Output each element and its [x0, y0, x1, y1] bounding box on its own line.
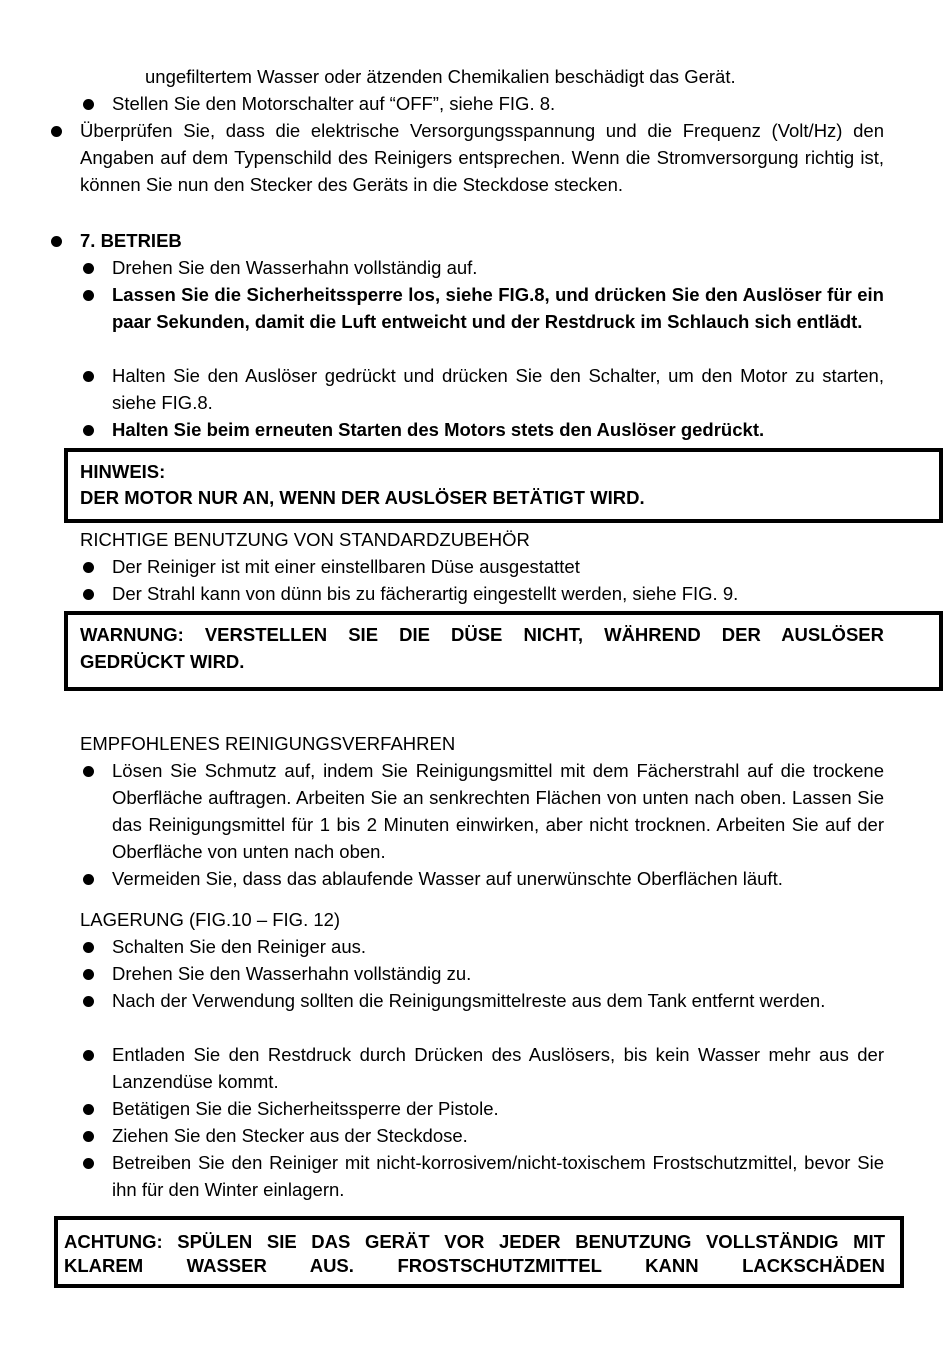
list-item: Betätigen Sie die Sicherheitssperre der Pistole.	[112, 1098, 499, 1119]
list-item: Halten Sie beim erneuten Starten des Motors stets den Auslöser gedrückt.	[112, 419, 765, 440]
achtung-line-2: KLAREM WASSER AUS. FROSTSCHUTZMITTEL KANN LACKSCHÄDEN	[64, 1255, 885, 1276]
list-item: Nach der Verwendung sollten die Reinigungsmittelreste aus dem Tank entfernt werden.	[112, 990, 826, 1011]
list-item: Der Strahl kann von dünn bis zu fächerartig eingestellt werden, siehe FIG. 9.	[112, 583, 739, 604]
bullet-icon	[51, 236, 62, 247]
bullet-icon	[83, 1104, 94, 1115]
achtung-line-1: ACHTUNG: SPÜLEN SIE DAS GERÄT VOR JEDER BENUTZUNG VOLLSTÄNDIG MIT	[64, 1231, 885, 1252]
list-item: Der Reiniger ist mit einer einstellbaren Düse ausgestattet	[112, 556, 580, 577]
bullet-icon	[83, 371, 94, 382]
voltage-check-paragraph: Überprüfen Sie, dass die elektrische Versorgungsspannung und die Frequenz (Volt/Hz) den Angaben auf dem Typenschild des Reinigers entsprechen. Wenn die Stromversorgung richtig ist, können Sie nun den Stecker des Geräts in die Steckdose stecken.	[80, 120, 884, 195]
bullet-icon	[83, 1131, 94, 1142]
bullet-icon	[83, 290, 94, 301]
bullet-icon	[83, 874, 94, 885]
bullet-icon	[83, 263, 94, 274]
list-item: Drehen Sie den Wasserhahn vollständig auf.	[112, 257, 478, 278]
list-item: Betreiben Sie den Reiniger mit nicht-korrosivem/nicht-toxischem Frostschutzmittel, bevor Sie ihn für den Winter einlagern.	[112, 1152, 884, 1200]
section-heading-betrieb: 7. BETRIEB	[80, 230, 182, 251]
section-heading-zubehoer: RICHTIGE BENUTZUNG VON STANDARDZUBEHÖR	[80, 529, 530, 550]
bullet-icon	[83, 1050, 94, 1061]
list-item: Lassen Sie die Sicherheitssperre los, siehe FIG.8, und drücken Sie den Auslöser für ein paar Sekunden, damit die Luft entweicht und der Restdruck im Schlauch sich entlädt.	[112, 284, 884, 332]
list-item: Vermeiden Sie, dass das ablaufende Wasser auf unerwünschte Oberflächen läuft.	[112, 868, 783, 889]
continuation-line: ungefiltertem Wasser oder ätzenden Chemikalien beschädigt das Gerät.	[145, 66, 736, 87]
bullet-icon	[83, 996, 94, 1007]
list-item: Lösen Sie Schmutz auf, indem Sie Reinigungsmittel mit dem Fächerstrahl auf die trockene Oberfläche auftragen. Arbeiten Sie an senkrechten Flächen von unten nach oben. Lassen Sie das Reinigungsmittel für 1 bis 2 Minuten einwirken, aber nicht trocknen. Arbeiten Sie auf der Oberfläche von unten nach oben.	[112, 760, 884, 862]
section-heading-reinigung: EMPFOHLENES REINIGUNGSVERFAHREN	[80, 733, 456, 754]
list-item: Drehen Sie den Wasserhahn vollständig zu.	[112, 963, 472, 984]
bullet-icon	[83, 969, 94, 980]
bullet-icon	[83, 589, 94, 600]
bullet-icon	[83, 562, 94, 573]
bullet-icon	[51, 126, 62, 137]
list-item: Halten Sie den Auslöser gedrückt und drücken Sie den Schalter, um den Motor zu starten, siehe FIG.8.	[112, 365, 884, 413]
hinweis-text: DER MOTOR NUR AN, WENN DER AUSLÖSER BETÄTIGT WIRD.	[80, 487, 645, 508]
bullet-icon	[83, 766, 94, 777]
list-item: Schalten Sie den Reiniger aus.	[112, 936, 367, 957]
hinweis-title: HINWEIS:	[80, 461, 166, 482]
bullet-icon	[83, 942, 94, 953]
list-item: Stellen Sie den Motorschalter auf “OFF”, siehe FIG. 8.	[112, 93, 556, 114]
bullet-icon	[83, 425, 94, 436]
list-item: Ziehen Sie den Stecker aus der Steckdose.	[112, 1125, 468, 1146]
warnung-line-1: WARNUNG: VERSTELLEN SIE DIE DÜSE NICHT, WÄHREND DER AUSLÖSER	[80, 624, 884, 645]
section-heading-lagerung: LAGERUNG (FIG.10 – FIG. 12)	[80, 909, 341, 930]
bullet-icon	[83, 1158, 94, 1169]
warnung-line-2: GEDRÜCKT WIRD.	[80, 651, 245, 672]
bullet-icon	[83, 99, 94, 110]
list-item: Entladen Sie den Restdruck durch Drücken des Auslösers, bis kein Wasser mehr aus der Lanzendüse kommt.	[112, 1044, 884, 1092]
